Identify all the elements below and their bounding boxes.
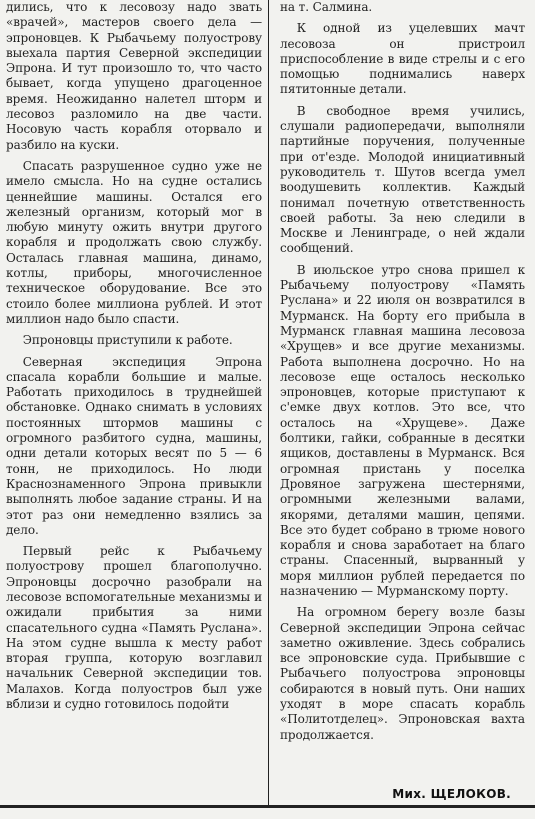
- article-paragraph: Первый рейс к Рыбачьему полуострову прошел благополучно. Эпроновцы досрочно разобрали на лесовозе вспомогательные механизмы и ожидали прибытия за ними спасательного судна «Память Руслана». На этом судне вышла к месту работ вторая группа, которую возглавил начальник Северной экспедиции тов. Малахов. Когда полуостров был уже вблизи и судно готовилось подойти: [6, 544, 262, 712]
- article-right-column: [280, 0, 525, 806]
- bottom-rule: [0, 805, 535, 808]
- article-paragraph: на т. Салмина.: [280, 0, 373, 14]
- article-paragraph: Северная экспедиция Эпрона спасала корабли большие и малые. Работать приходилось в труднейшей обстановке. Однако снимать в условиях постоянных штормов машины с огромного разбитого судна, машины, одни детали которых весят по 5 — 6 тонн, не приходилось. Но люди Краснознаменного Эпрона привыкли выполнять любое задание страны. И на этот раз они немедленно взялись за дело.: [6, 354, 262, 537]
- article-paragraph: В свободное время учились, слушали радиопередачи, выполняли партийные поручения, полученные при от'езде. Молодой инициативный руководитель т. Шутов всегда умел воодушевить коллектив. Каждый понимал почетную ответственность своей работы. За нею следили в Москве и Ленинграде, о ней ждали сообщений.: [280, 103, 525, 256]
- author-signature: Мих. ЩЕЛОКОВ.: [392, 787, 511, 801]
- article-paragraph: В июльское утро снова пришел к Рыбачьему полуострову «Память Руслана» и 22 июля он возвратился в Мурманск. На борту его прибыла в Мурманск главная машина лесовоза «Хрущев» и все другие механизмы. Работа выполнена досрочно. Но на лесовозе еще осталось несколько эпроновцев, которые приступают к с'емке двух котлов. Это все, что осталось на «Хрущеве». Даже болтики, гайки, собранные в десятки ящиков, доставлены в Мурманск. Вся огромная пристань у поселка Дровяное загружена шестернями, огромными железными валами, якорями, деталями машин, цепями. Все это будет собрано в трюме нового корабля и снова заработает на благо страны. Спасенный, вырванный у моря миллион рублей передается по назначению — Мурманскому порту.: [280, 262, 525, 598]
- article-left-column: [6, 0, 262, 800]
- article-paragraph: Спасать разрушенное судно уже не имело смысла. Но на судне остались ценнейшие машины. Остался его железный организм, который мог в любую минуту ожить внутри другого корабля и продолжать свою службу. Осталась главная машина, динамо, котлы, приборы, многочисленное техническое оборудование. Все это стоило более миллиона рублей. И этот миллион надо было спасти.: [6, 158, 262, 326]
- article-paragraph: На огромном берегу возле базы Северной экспедиции Эпрона сейчас заметно оживление. Здесь собрались все эпроновские суда. Прибывшие с Рыбачьего полуострова эпроновцы собираются в новый путь. Они наших уходят в море спасать корабль «Политотделец». Эпроновская вахта продолжается.: [280, 605, 525, 742]
- article-paragraph: Эпроновцы приступили к работе.: [22, 333, 233, 348]
- article-paragraph: К одной из уцелевших мачт лесовоза он пристроил приспособление в виде стрелы и с его помощью поднимались наверх пятитонные детали.: [280, 21, 525, 97]
- column-divider: [268, 0, 269, 806]
- article-paragraph: дились, что к лесовозу надо звать «врачей», мастеров своего дела — эпроновцев. К Рыбачьему полуострову выехала партия Северной экспедиции Эпрона. И тут произошло то, что часто бывает, когда упущено драгоценное время. Неожиданно налетел шторм и лесовоз разломило на две части. Носовую часть корабля оторвало и разбило на куски.: [6, 0, 262, 152]
